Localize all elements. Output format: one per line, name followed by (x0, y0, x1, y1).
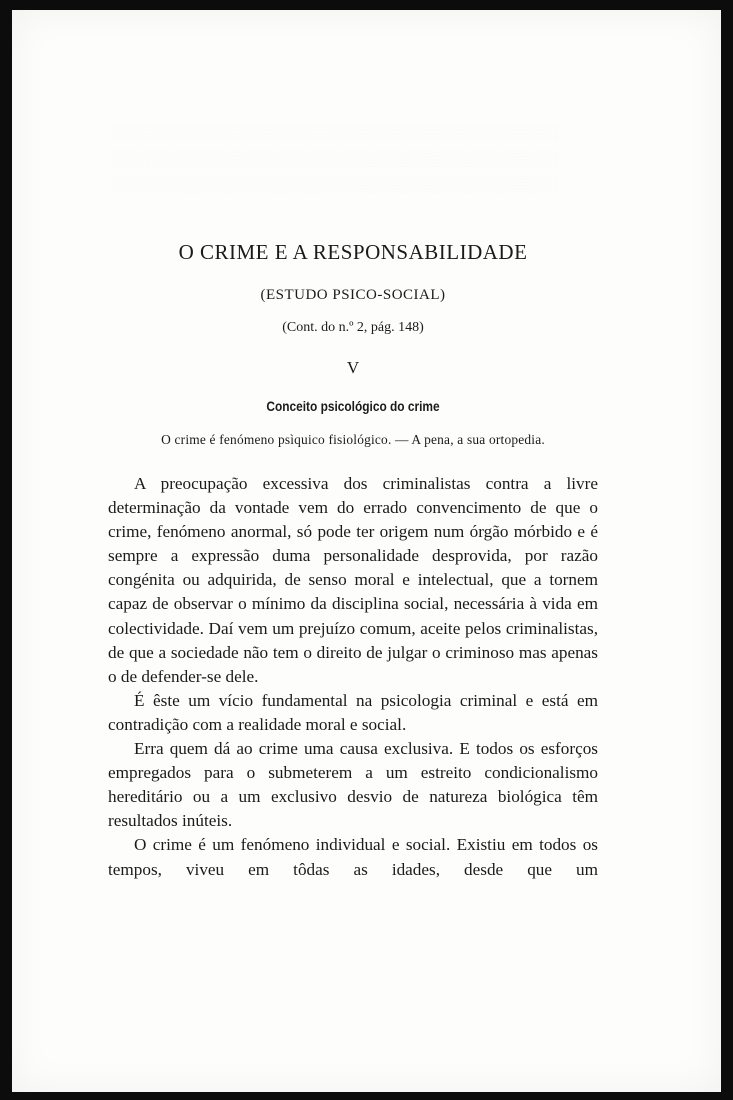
paragraph: Erra quem dá ao crime uma causa exclusiva. E todos os esforços empregados para o submeterem a um estreito condicionalismo hereditário ou a um exclusivo desvio de natureza biológica têm resultados inúteis. (108, 739, 598, 831)
section-heading: Conceito psicológico do crime (266, 398, 440, 414)
article-title: O CRIME E A RESPONSABILIDADE (178, 240, 528, 264)
paragraph: É êste um vício fundamental na psicologia criminal e está em contradição com a realidade moral e social. (108, 690, 598, 734)
continuation-note: (Cont. do n.º 2, pág. 148) (282, 320, 424, 335)
paragraph: O crime é um fenómeno individual e social. Existiu em todos os tempos, viveu em tôdas as idades, desde que um (108, 835, 598, 879)
section-summary: O crime é fenómeno psìquico fisiológico. — A pena, a sua ortopedia. (161, 432, 545, 447)
page-content (108, 240, 598, 882)
bleed-through-texture (112, 120, 612, 198)
body-text (108, 472, 598, 882)
paragraph: A preocupação excessiva dos criminalistas contra a livre determinação da vontade vem do errado convencimento de que o crime, fenómeno anormal, só pode ter origem num órgão mórbido e é sempre a expressão duma personalidade desprovida, por razão congénita ou adquirida, de senso moral e intelectual, que a tornem capaz de observar o mínimo da disciplina social, necessária à vida em colectividade. Daí vem um prejuízo comum, aceite pelos criminalistas, de que a sociedade não tem o direito de julgar o criminoso mas apenas o de defender-se dele. (108, 474, 598, 686)
article-subtitle: (ESTUDO PSICO-SOCIAL) (260, 287, 446, 303)
chapter-number: V (346, 358, 360, 377)
